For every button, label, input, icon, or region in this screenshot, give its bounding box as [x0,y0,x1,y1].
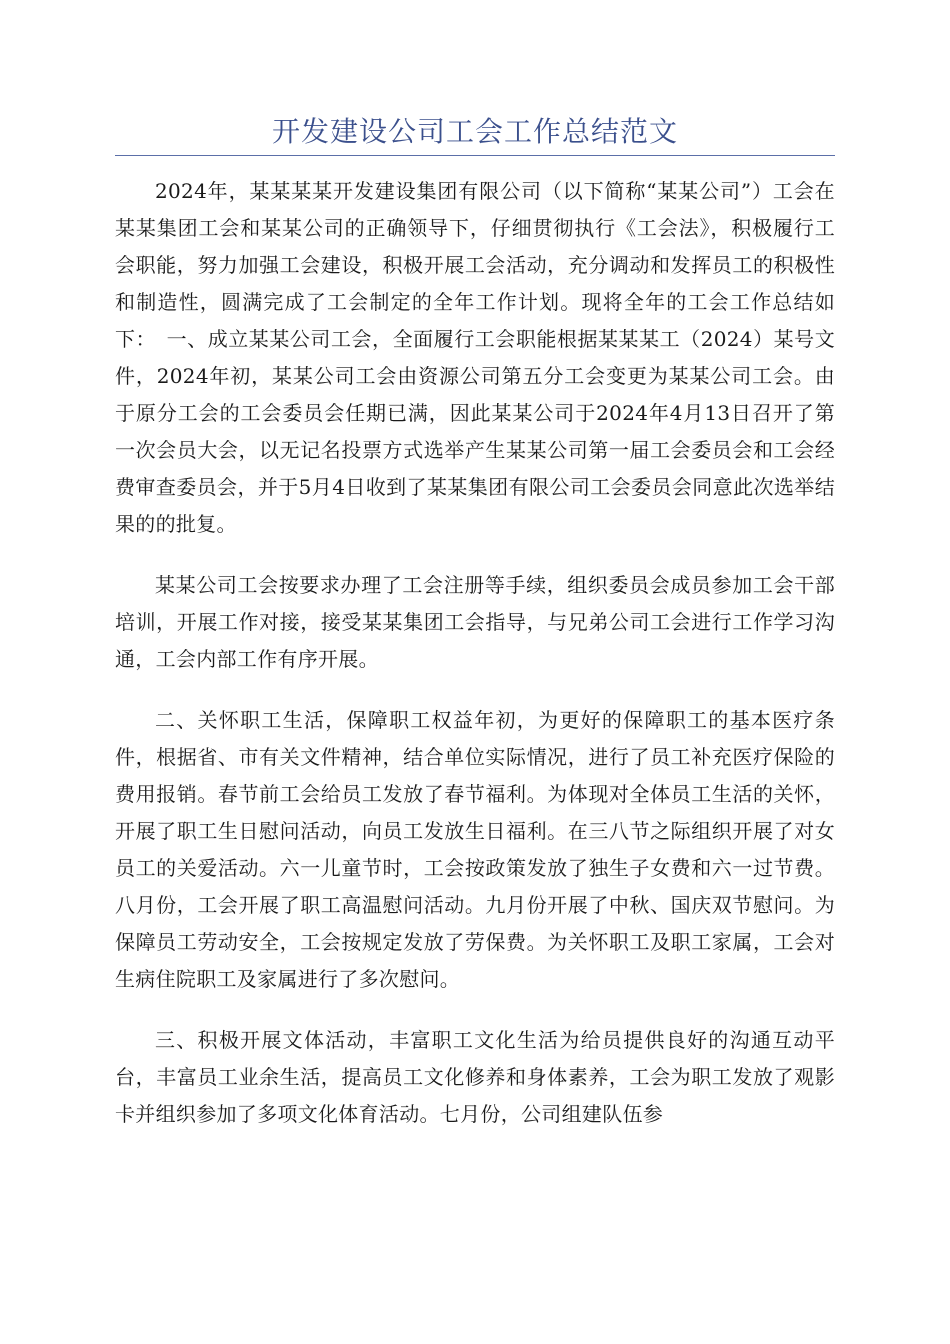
paragraph-intro: 2024年，某某某某开发建设集团有限公司（以下简称“某某公司”）工会在某某集团工会和某某公司的正确领导下，仔细贯彻执行《工会法》，积极履行工会职能，努力加强工会建设，积极开展工会活动，充分调动和发挥员工的积极性和制造性，圆满完成了工会制定的全年工作计划。现将全年的工会工作总结如下： 一、成立某某公司工会，全面履行工会职能根据某某某工（2024）某号文件，2024年初，某某公司工会由资源公司第五分工会变更为某某公司工会。由于原分工会的工会委员会任期已满，因此某某公司于2024年4月13日召开了第一次会员大会，以无记名投票方式选举产生某某公司第一届工会委员会和工会经费审查委员会，并于5月4日收到了某某集团有限公司工会委员会同意此次选举结果的的批复。 [115,179,835,536]
paragraph-registration: 某某公司工会按要求办理了工会注册等手续，组织委员会成员参加工会干部培训，开展工作对接，接受某某集团工会指导，与兄弟公司工会进行工作学习沟通，工会内部工作有序开展。 [115,573,835,671]
paragraph-culture: 三、积极开展文体活动，丰富职工文化生活为给员提供良好的沟通互动平台，丰富员工业余生活，提高员工文化修养和身体素养，工会为职工发放了观影卡并组织参加了多项文化体育活动。七月份，公司组建队伍参 [115,1028,835,1126]
title-underline [115,155,835,156]
document-title: 开发建设公司工会工作总结范文 [271,115,678,148]
paragraph-welfare: 二、关怀职工生活，保障职工权益年初，为更好的保障职工的基本医疗条件，根据省、市有关文件精神，结合单位实际情况，进行了员工补充医疗保险的费用报销。春节前工会给员工发放了春节福利。为体现对全体员工生活的关怀，开展了职工生日慰问活动，向员工发放生日福利。在三八节之际组织开展了对女员工的关爱活动。六一儿童节时，工会按政策发放了独生子女费和六一过节费。八月份，工会开展了职工高温慰问活动。九月份开展了中秋、国庆双节慰问。为保障员工劳动安全，工会按规定发放了劳保费。为关怀职工及职工家属，工会对生病住院职工及家属进行了多次慰问。 [115,708,835,991]
document-body [115,173,835,1157]
